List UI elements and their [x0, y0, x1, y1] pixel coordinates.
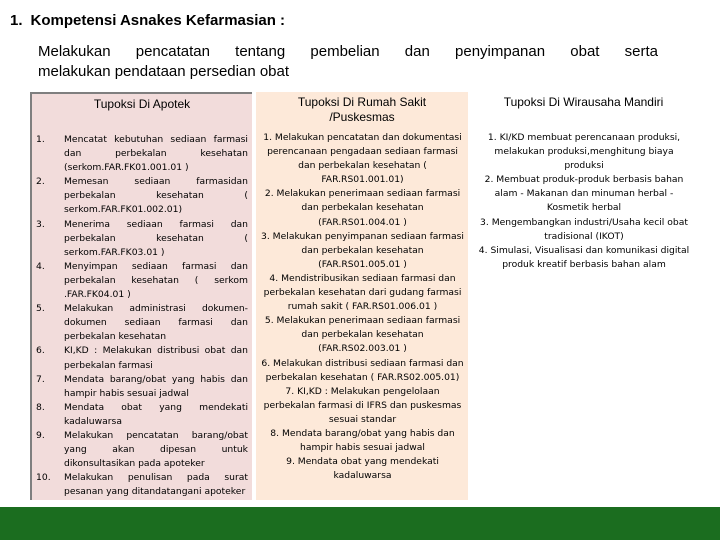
- list-item: 2. Melakukan penerimaan sediaan farmasi dan perbekalan kesehatan (FAR.RS01.004.01 ): [264, 188, 461, 228]
- list-item: 9. Melakukan pencatatan barang/obat yang akan dipesan untuk dikonsultasikan pada apoteker: [36, 430, 248, 470]
- header-line-2: /Puskesmas: [329, 110, 395, 124]
- list-item: 7. Mendata barang/obat yang habis dan hampir habis sesuai jadwal: [36, 373, 248, 399]
- list-item: 3. Mengembangkan industri/Usaha kecil obat tradisional (IKOT): [480, 216, 688, 242]
- competency-table: [30, 92, 695, 500]
- list-item: 3. Melakukan penyimpanan sediaan farmasi dan perbekalan kesehatan (FAR.RS01.005.01 ): [261, 230, 464, 270]
- list-item: 6. Melakukan distribusi sediaan farmasi dan perbekalan kesehatan ( FAR.RS02.005.01): [261, 357, 464, 383]
- list-item: 4. Menyimpan sediaan farmasi dan perbekalan kesehatan ( serkom .FAR.FK04.01 ): [36, 260, 248, 301]
- section-heading: [10, 12, 285, 29]
- list-item: 10. Melakukan penulisan pada surat pesanan yang ditandatangani apoteker: [36, 472, 248, 498]
- list-item: 8. Mendata obat yang mendekati kadaluwarsa: [36, 401, 248, 427]
- list-item: 7. KI,KD : Melakukan pengelolaan perbekalan farmasi di IFRS dan puskesmas sesuai standar: [263, 385, 462, 425]
- rumah-sakit-list: [256, 131, 468, 483]
- footer-bar: [0, 507, 720, 540]
- list-item: 2. Memesan sediaan farmasidan perbekalan kesehatan ( serkom.FAR.FK01.002.01): [36, 176, 248, 216]
- list-item: 4. Simulasi, Visualisasi dan komunikasi digital produk kreatif berbasis bahan alam: [478, 244, 690, 270]
- column-header-apotek: Tupoksi Di Apotek: [93, 97, 191, 111]
- apotek-list: [32, 133, 252, 500]
- list-item: 1. KI/KD membuat perencanaan produksi, melakukan produksi,menghitung biaya produksi: [487, 132, 681, 172]
- wirausaha-list: [472, 131, 695, 272]
- description-line-1: Melakukan pencatatan tentang pembelian dan penyimpanan obat serta: [38, 43, 658, 60]
- column-wirausaha: [472, 92, 695, 500]
- list-item: 8. Mendata barang/obat yang habis dan hampir habis sesuai jadwal: [270, 427, 455, 454]
- list-item: 5. Melakukan administrasi dokumen-dokumen sediaan farmasi dan perbekalan kesehatan: [36, 303, 248, 343]
- list-item: 5. Melakukan penerimaan sediaan farmasi dan perbekalan kesehatan (FAR.RS02.003.01 ): [264, 315, 461, 355]
- list-item: 4. Mendistribusikan sediaan farmasi dan perbekalan kesehatan dari gudang farmasi rumah sakit ( FAR.RS01.006.01 ): [263, 272, 462, 313]
- header-line-1: Tupoksi Di Rumah Sakit: [297, 95, 427, 109]
- section-description: [38, 42, 658, 82]
- column-header-rumah-sakit: [256, 95, 468, 125]
- list-item: 3. Menerima sediaan farmasi dan perbekalan kesehatan ( serkom.FAR.FK03.01 ): [36, 218, 248, 258]
- column-header-wirausaha: Tupoksi Di Wirausaha Mandiri: [503, 95, 664, 109]
- list-item: 6. KI,KD : Melakukan distribusi obat dan perbekalan farmasi: [36, 345, 248, 371]
- list-item: 9. Mendata obat yang mendekati kadaluwarsa: [286, 456, 439, 482]
- section-title: Kompetensi Asnakes Kefarmasian :: [30, 12, 286, 29]
- description-line-2: melakukan pendataan persedian obat: [38, 63, 290, 80]
- column-apotek: [30, 92, 252, 500]
- section-number: 1.: [10, 12, 23, 29]
- list-item: 1. Melakukan pencatatan dan dokumentasi perencanaan pengadaan sediaan farmasi dan perbekalan kesehatan ( FAR.RS01.001.01): [263, 132, 462, 186]
- column-rumah-sakit: [256, 92, 468, 500]
- list-item: 1. Mencatat kebutuhan sediaan farmasi dan perbekalan kesehatan (serkom.FAR.FK01.001.01 ): [36, 134, 248, 174]
- list-item: 2. Membuat produk-produk berbasis bahan alam - Makanan dan minuman herbal - Kosmetik herbal: [484, 174, 684, 214]
